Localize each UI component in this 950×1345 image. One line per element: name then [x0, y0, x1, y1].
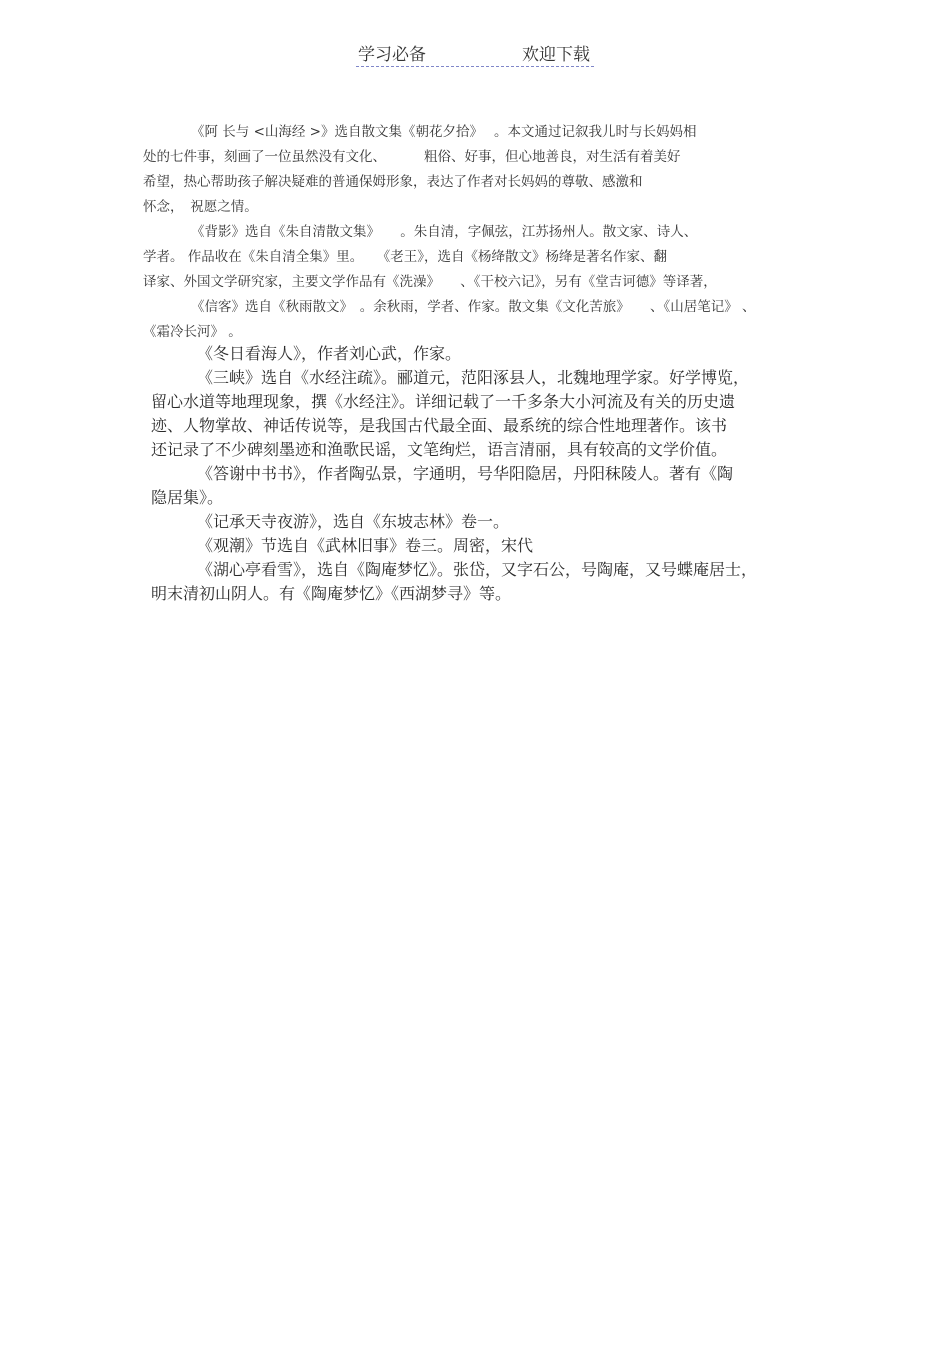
large-text-block — [151, 342, 811, 606]
text-line: 《观潮》节选自《武林旧事》卷三。周密，宋代 — [197, 536, 534, 555]
text-line: 《冬日看海人》，作者刘心武，作家。 — [197, 344, 462, 363]
text-line: 迹、人物掌故、神话传说等，是我国古代最全面、最系统的综合性地理著作。该书 — [151, 416, 728, 435]
page-header — [356, 40, 594, 67]
text-line: 《霜冷长河》 。 — [143, 324, 242, 340]
text-line: 译家、外国文学研究家，主要文学作品有《洗澡》 、《干校六记》，另有《堂吉诃德》等译著， — [143, 274, 717, 290]
text-line: 怀念， 祝愿之情。 — [143, 199, 258, 215]
text-line: 留心水道等地理现象，撰《水经注》。详细记载了一千多条大小河流及有关的历史遗 — [151, 392, 736, 411]
text-line: 希望，热心帮助孩子解决疑难的普通保姆形象，表达了作者对长妈妈的尊敬、感激和 — [143, 174, 643, 190]
text-line: 《三峡》选自《水经注疏》。郦道元，范阳涿县人，北魏地理学家。好学博览， — [197, 368, 750, 387]
text-line: 学者。 作品收在《朱自清全集》里。 《老王》，选自《杨绛散文》杨绛是著名作家、翻 — [143, 249, 668, 265]
text-line: 隐居集》。 — [151, 488, 224, 507]
text-line: 《湖心亭看雪》，选自《陶庵梦忆》。张岱，又字石公，号陶庵，又号蝶庵居士， — [197, 560, 758, 579]
text-line: 还记录了不少碑刻墨迹和渔歌民谣，文笔绚烂，语言清丽，具有较高的文学价值。 — [151, 440, 728, 459]
text-line: 《背影》选自《朱自清散文集》 。朱自清，字佩弦，江苏扬州人。散文家、诗人、 — [191, 224, 698, 240]
text-line: 明末清初山阴人。有《陶庵梦忆》《西湖梦寻》等。 — [151, 584, 512, 603]
header-left-text: 学习必备 — [358, 45, 426, 65]
text-line: 《信客》选自《秋雨散文》 。余秋雨，学者、作家。散文集《文化苦旅》 、《山居笔记》 、 — [191, 299, 756, 315]
text-line: 处的七件事，刻画了一位虽然没有文化、 粗俗、好事，但心地善良，对生活有着美好 — [143, 149, 681, 165]
text-line: 《记承天寺夜游》，选自《东坡志林》卷一。 — [197, 512, 510, 531]
header-right-text: 欢迎下载 — [522, 45, 590, 65]
small-text-block — [143, 120, 823, 345]
text-line: 《答谢中书书》，作者陶弘景，字通明，号华阳隐居，丹阳秣陵人。著有《陶 — [197, 464, 734, 483]
text-line: 《阿 长与 <山海经 >》选自散文集《朝花夕拾》 。本文通过记叙我儿时与长妈妈相 — [191, 124, 697, 140]
